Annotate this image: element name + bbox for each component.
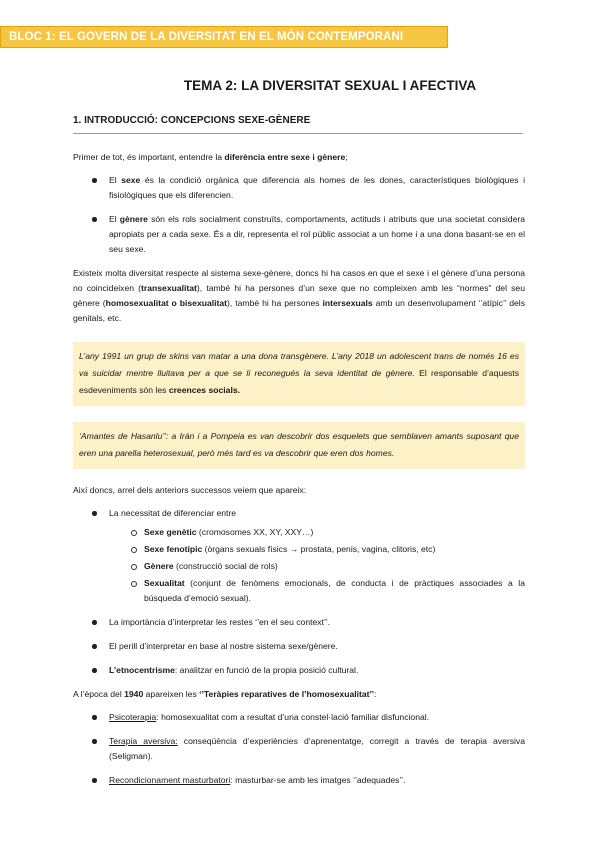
highlight-italic: ‘Amantes de Hasanlu’’: a Irán i a Pompeia es van descobrir dos esquelets que semblaven amants suposant que eren una parella heterosexual, però més tard es va descobrir que eren dos homes. xyxy=(79,431,519,458)
text-span: A l’època del xyxy=(73,689,125,699)
therapy-term: Recondicionament masturbatori xyxy=(109,775,231,785)
sub-list-item xyxy=(109,576,525,606)
definitions-list xyxy=(73,173,525,257)
document-body xyxy=(73,150,525,797)
bloc-banner: BLOC 1: EL GOVERN DE LA DIVERSITAT EN EL MÓN CONTEMPORANI xyxy=(0,26,448,48)
sub-text: (cromosomes XX, XY, XXY…) xyxy=(196,527,314,537)
text-span: : xyxy=(373,689,377,699)
text-span: ), també hi ha persones d’un sexe que no compleixen amb les “normes” del seu gènere ( xyxy=(73,283,525,308)
highlight-italic: L’any 1991 un grup de skins van matar a una dona transgènere. L’any 2018 un adolescent trans de només 16 es va suicidar mentre lluitava per a que se li reconegués la seva identitat de gènere. xyxy=(79,351,519,378)
bold-term: transexualitat xyxy=(141,283,197,293)
therapy-term: Psicoterapia xyxy=(109,712,157,722)
therapy-text: : homosexualitat com a resultat d’una constel·lació familiar disfuncional. xyxy=(156,712,430,722)
list-item xyxy=(73,663,525,678)
highlight-box-cases xyxy=(73,342,525,406)
def-term: gènere xyxy=(119,214,148,224)
def-term: sexe xyxy=(121,175,141,185)
def-pre: El xyxy=(109,175,122,185)
sub-text: (construcció social de rols) xyxy=(173,561,278,571)
sub-list-item xyxy=(109,542,525,557)
sub-list xyxy=(109,525,525,606)
bold-term: homosexualitat o bisexualitat xyxy=(105,298,228,308)
therapy-text: : masturbar-se amb les imatges ‘’adequades’’. xyxy=(230,775,406,785)
page-title: TEMA 2: LA DIVERSITAT SEXUAL I AFECTIVA xyxy=(183,78,477,93)
highlight-box-hasanlu xyxy=(73,422,525,469)
etno-term: L’etnocentrisme xyxy=(109,665,175,675)
sub-term: Sexualitat xyxy=(144,578,185,588)
year: 1940 xyxy=(124,689,144,699)
text-span: Existeix molta diversitat respecte al sistema sexe-gènere, doncs hi ha casos en que el sexe i el gènere d’una persona no coincideixen ( xyxy=(73,268,525,293)
section-divider xyxy=(73,133,523,134)
list-item xyxy=(73,506,525,606)
highlight-bold: creences socials. xyxy=(168,385,241,395)
necessitat-text: La necessitat de diferenciar entre xyxy=(109,508,237,518)
sub-list-item xyxy=(109,559,525,574)
list-item xyxy=(73,173,525,203)
sub-term: Sexe genètic xyxy=(144,527,197,537)
sub-list-item xyxy=(109,525,525,540)
list-item xyxy=(73,734,525,764)
highlight-text: El responsable d’aquests esdeveniments són les xyxy=(79,368,519,395)
list-item: La importància d’interpretar les restes ‘’en el seu context’’. xyxy=(73,615,525,630)
def-pre: El xyxy=(109,214,120,224)
sub-term: Gènere xyxy=(144,561,174,571)
text-span: apareixen les xyxy=(143,689,200,699)
therapy-text: conseqüència d’experiències d’aprenentatge, corregit a través de terapia aversiva (Seligman). xyxy=(109,736,525,761)
intro-paragraph xyxy=(73,150,525,165)
intro-tail: ; xyxy=(345,152,348,162)
text-span: amb un desenvolupament ‘’atípic’’ dels genitals, etc. xyxy=(73,298,526,323)
intro-bold: diferència entre sexe i gènere xyxy=(224,152,346,162)
successos-lead: Així doncs, arrel dels anteriors successos veiem que apareix: xyxy=(73,485,307,495)
bold-term: intersexuals xyxy=(322,298,373,308)
terapies-list xyxy=(73,710,525,788)
def-text: és la condició orgànica que diferencia als homes de les dones, característiques biològiques i fisiològiques que els diferencien. xyxy=(109,175,525,200)
list-item xyxy=(73,773,525,788)
list-item: El perill d’interpretar en base al nostre sistema sexe/gènere. xyxy=(73,639,525,654)
list-item xyxy=(73,212,525,257)
diversity-paragraph xyxy=(73,266,525,326)
def-text: són els rols socialment construïts, comportaments, actituds i atributs que una societat considera apropiats per a cada sexe. És a dir, representa el rol públic associat a un home i a una dona basant-se en el seu sexe. xyxy=(109,214,525,254)
etno-text: : analitzar en funció de la propia posició cultural. xyxy=(174,665,359,675)
sub-term: Sexe fenotípic xyxy=(144,544,203,554)
successos-list xyxy=(73,506,525,678)
sub-text: (conjunt de fenòmens emocionals, de conducta i de pràctiques associades a la búsqueda d’emoció sexual). xyxy=(144,578,525,603)
terapies-lead xyxy=(73,687,525,702)
text-span: ), també hi ha persones xyxy=(227,298,323,308)
section-heading: 1. INTRODUCCIÓ: CONCEPCIONS SEXE-GÈNERE xyxy=(73,115,311,126)
intro-text: Primer de tot, és important, entendre la xyxy=(73,152,225,162)
terapies-title: ‘’Teràpies reparatives de l’homosexualitat’’ xyxy=(199,689,374,699)
sub-text: (òrgans sexuals físics → prostata, penis, vagina, clitoris, etc) xyxy=(202,544,436,554)
list-item xyxy=(73,710,525,725)
therapy-term: Terapia aversiva: xyxy=(109,736,178,746)
